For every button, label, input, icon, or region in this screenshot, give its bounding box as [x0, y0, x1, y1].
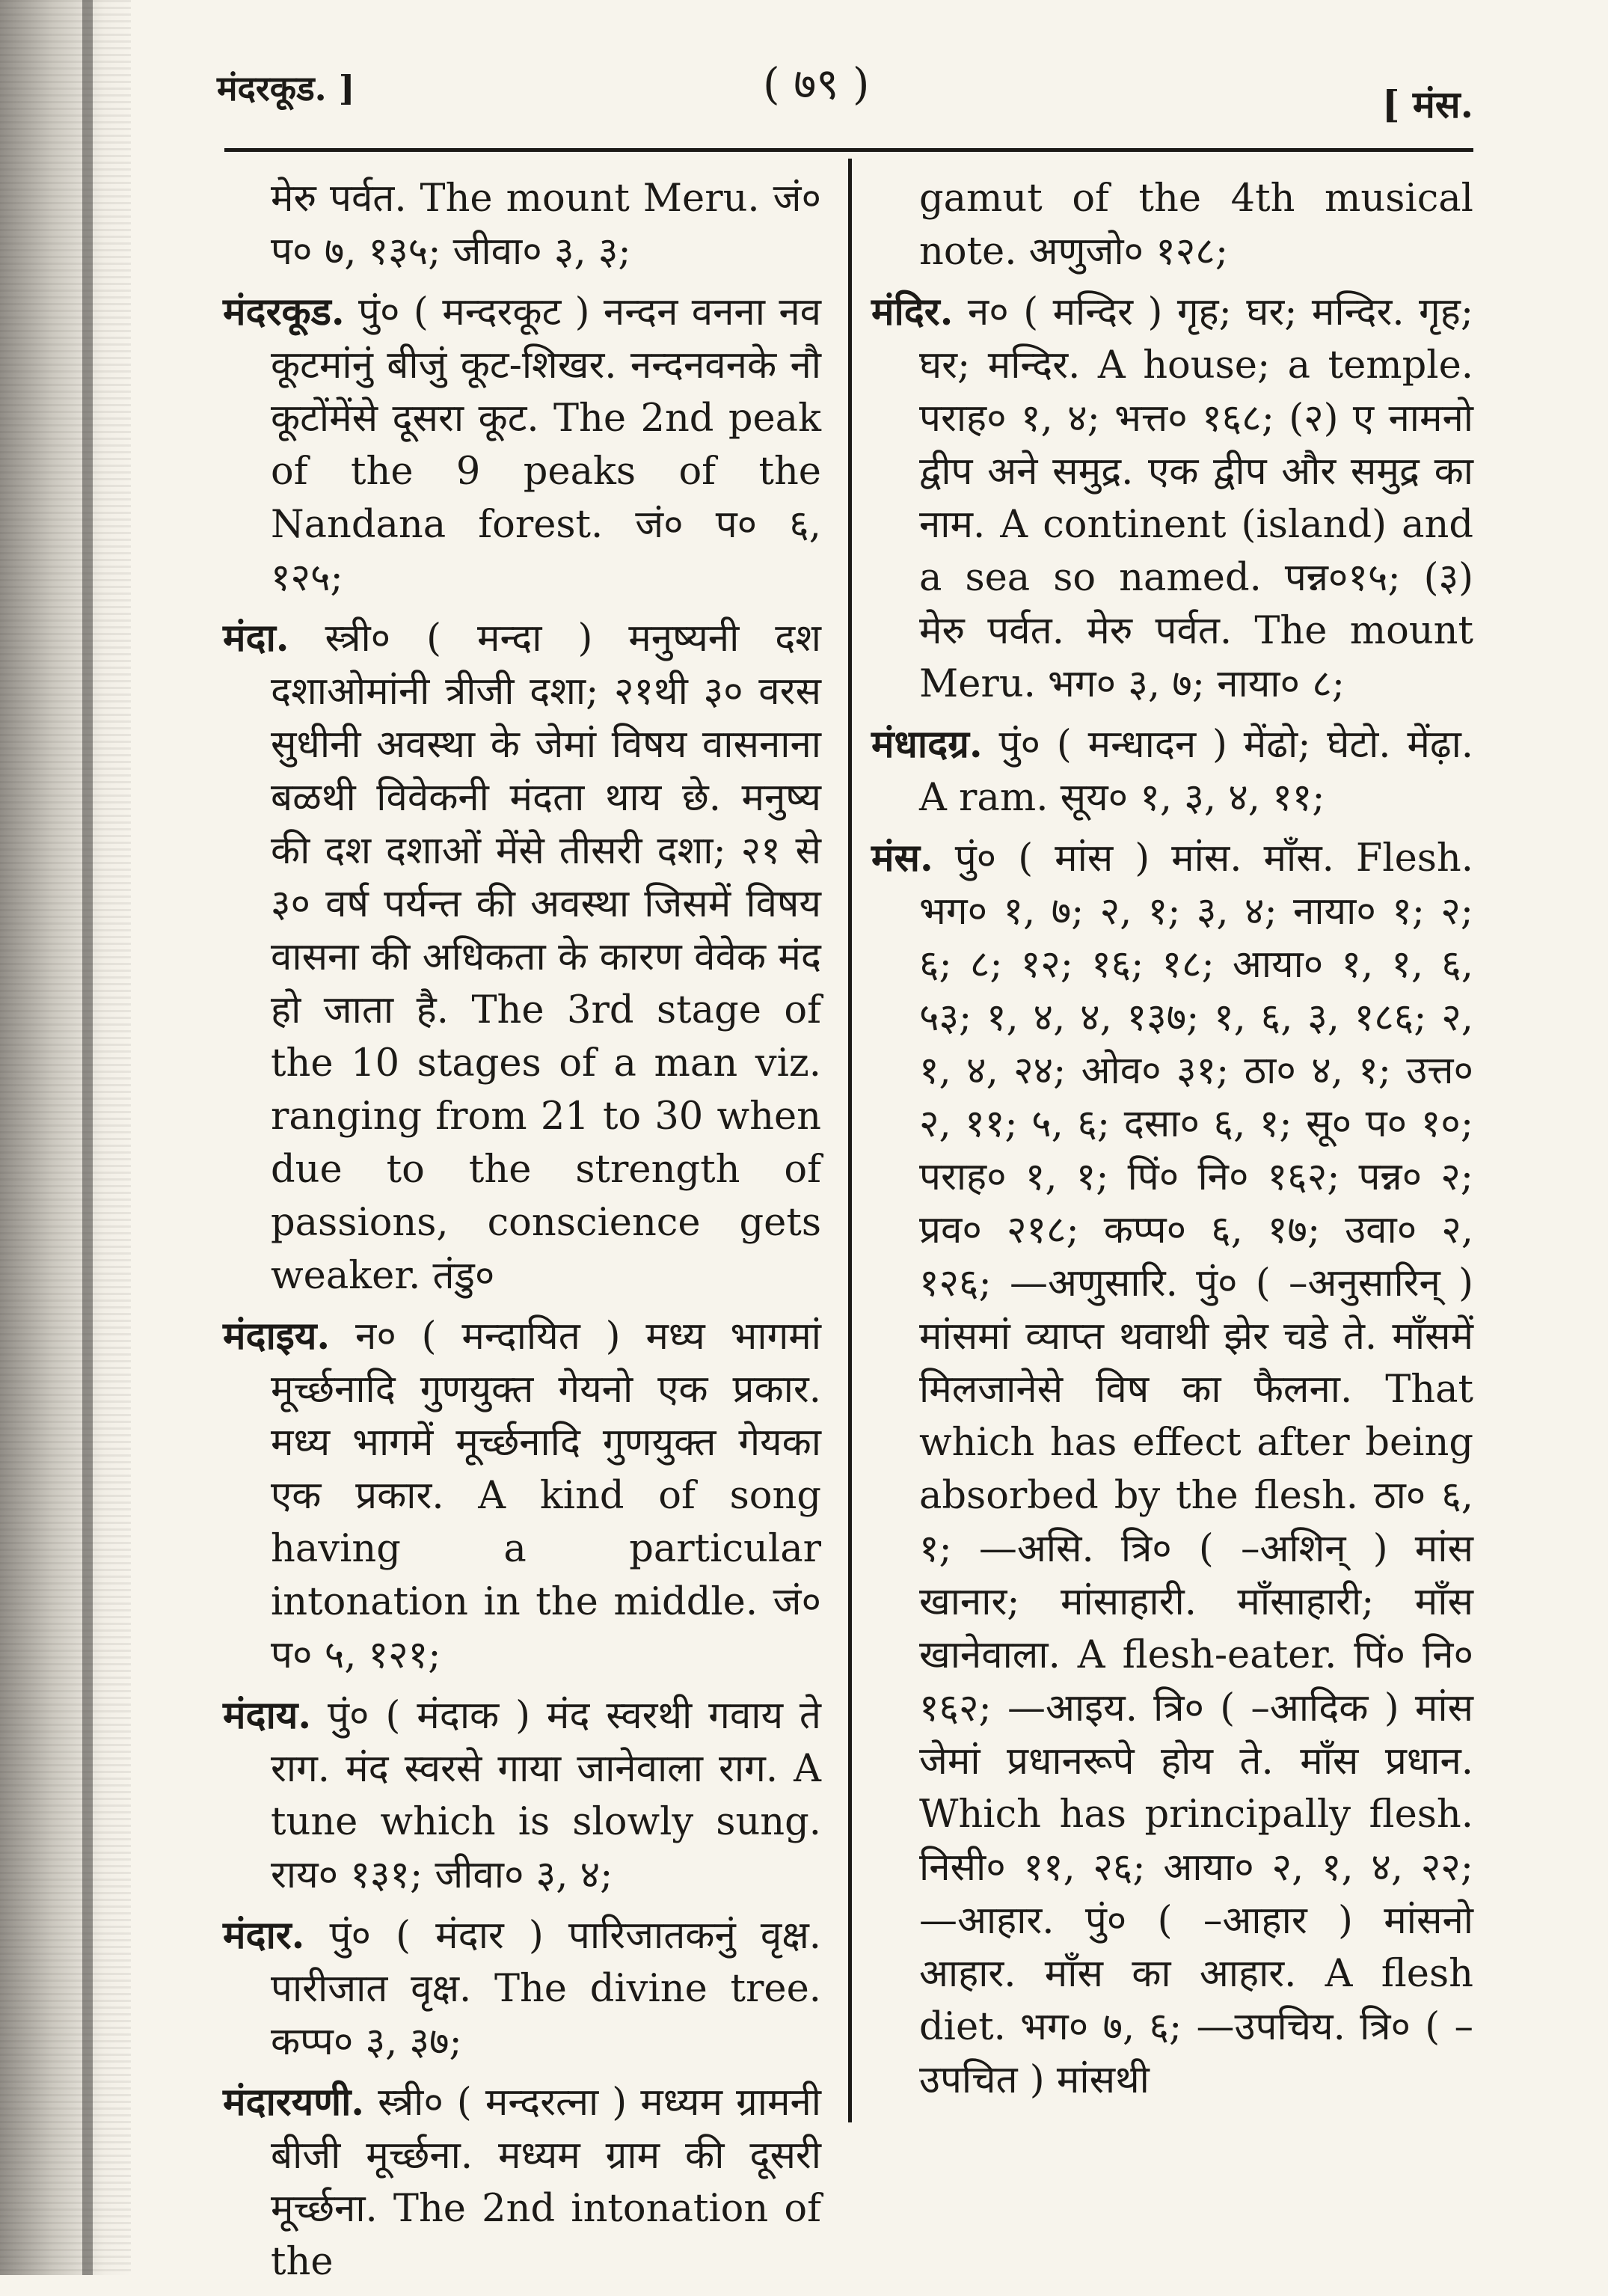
entry-body: स्त्री० ( मन्दा ) मनुष्यनी दश दशाओमांनी त्रीजी दशा; २१थी ३० वरस सुधीनी अवस्था के जेमां विषय वासनाना बळथी विवेकनी मंदता थाय छे. मनुष्य की दश दशाओं मेंसे तीसरी दशा; २१ से ३० वर्ष पर्यन्त की अवस्था जिसमें विषय वासना की अधिकता के कारण वेवेक मंद हो जाता है. The 3rd stage of the 10 stages of a man viz. ranging from 21 to 30 when due to the strength of passions, conscience gets weaker. तंडु० [271, 616, 821, 1298]
entry-body: स्त्री० ( मन्दरत्ना ) मध्यम ग्रामनी बीजी मूर्च्छना. मध्यम ग्राम की दूसरी मूर्च्छना. The 2nd intonation of the [271, 2081, 821, 2284]
dictionary-entry [223, 612, 821, 1302]
entry-headword: मंस. [871, 836, 933, 881]
header-right-guideword: [ मंस. [1381, 82, 1473, 126]
page-header [217, 52, 1473, 127]
dictionary-entry [871, 172, 1473, 278]
dictionary-entry [223, 1689, 821, 1902]
entry-headword: मंदाइय. [223, 1314, 331, 1359]
scan-edge-shadow [0, 0, 131, 2275]
dictionary-entry [871, 718, 1473, 824]
entry-headword: मंधादग्र. [871, 722, 983, 767]
dictionary-entry [223, 1909, 821, 2069]
entry-headword: मंदार. [223, 1913, 305, 1958]
entry-body: पुं० ( मंदाक ) मंद स्वरथी गवाय ते राग. मंद स्वरसे गाया जानेवाला राग. A tune which is slowly sung. राय० १३१; जीवा० ३, ४; [271, 1694, 822, 1897]
left-column [223, 172, 821, 2296]
page-number: ( ७९ ) [763, 58, 870, 109]
entry-body: gamut of the 4th musical note. अणुजो० १२८; [919, 177, 1473, 274]
entry-body: न० ( मन्दायित ) मध्य भागमां मूर्च्छनादि गुणयुक्त गेयनो एक प्रकार. मध्य भागमें मूर्च्छनादि गुणयुक्त गेयका एक प्रकार. A kind of song having a particular intonation in the middle. जं० प० ५, १२१; [271, 1314, 821, 1677]
dictionary-entry [223, 172, 821, 278]
dictionary-entry [223, 2076, 821, 2289]
column-divider [848, 159, 852, 2122]
entry-body: पुं० ( मंदार ) पारिजातकनुं वृक्ष. पारीजात वृक्ष. The divine tree. कप्प० ३, ३७; [271, 1914, 821, 2064]
entry-headword: मंदाय. [223, 1693, 312, 1738]
entry-body: पुं० ( मन्धादन ) मेंढो; घेटो. मेंढ़ा. A ram. सूय० १, ३, ४, ११; [919, 723, 1473, 820]
entry-headword: मंदा. [223, 616, 289, 661]
dictionary-entry [223, 1310, 821, 1682]
dictionary-entry [223, 286, 821, 604]
right-column [871, 172, 1473, 2114]
entry-body: न० ( मन्दिर ) गृह; घर; मन्दिर. गृह; घर; मन्दिर. A house; a temple. पराह० १, ४; भत्त० १६८; (२) ए नामनो द्वीप अने समुद्र. एक द्वीप और समुद्र का नाम. A continent (island) and a sea so named. पन्न०१५; (३) मेरु पर्वत. मेरु पर्वत. The mount Meru. भग० ३, ७; नाया० ८; [919, 290, 1473, 706]
entry-headword: मंदरकूड. [223, 290, 345, 334]
scan-edge-strip [82, 0, 93, 2275]
header-rule [224, 148, 1473, 152]
entry-body: पुं० ( मांस ) मांस. माँस. Flesh. भग० १, ७; २, १; ३, ४; नाया० १; २; ६; ८; १२; १६; १८; आया० १, १, ६, ५३; १, ४, ४, १३७; १, ६, ३, १८६; २, १, ४, २४; ओव० ३१; ठा० ४, १; उत्त० २, ११; ५, ६; दसा० ६, १; सू० प० १०; पराह० १, १; पिं० नि० १६२; पन्न० २; प्रव० २१८; कप्प० ६, १७; उवा० २, १२६; —अणुसारि. पुं० ( –अनुसारिन् ) मांसमां व्याप्त थवाथी झेर चडे ते. माँसमें मिलजानेसे विष का फैलना. That which has effect after being absorbed by the flesh. ठा० ६, १; —असि. त्रि० ( –अशिन् ) मांस खानार; मांसाहारी. माँसाहारी; माँस खानेवाला. A flesh-eater. पिं० नि० १६२; —आइय. त्रि० ( –आदिक ) मांस जेमां प्रधानरूपे होय ते. माँस प्रधान. Which has principally flesh. निसी० ११, २६; आया० २, १, ४, २२; —आहार. पुं० ( –आहार ) मांसनो आहार. माँस का आहार. A flesh diet. भग० ७, ६; —उपचिय. त्रि० ( –उपचित ) मांसथी [919, 836, 1473, 2102]
entry-body: पुं० ( मन्दरकूट ) नन्दन वनना नव कूटमांनुं बीजुं कूट-शिखर. नन्दनवनके नौ कूटोंमेंसे दूसरा कूट. The 2nd peak of the 9 peaks of the Nandana forest. जं० प० ६, १२५; [271, 290, 821, 600]
entry-headword: मंदारयणी. [223, 2080, 365, 2125]
entry-body: मेरु पर्वत. The mount Meru. जं० प० ७, १३५; जीवा० ३, ३; [271, 177, 821, 274]
dictionary-entry [871, 286, 1473, 711]
entry-headword: मंदिर. [871, 290, 954, 334]
dictionary-entry [871, 832, 1473, 2107]
header-left-guideword: मंदरकूड. ] [217, 68, 355, 108]
